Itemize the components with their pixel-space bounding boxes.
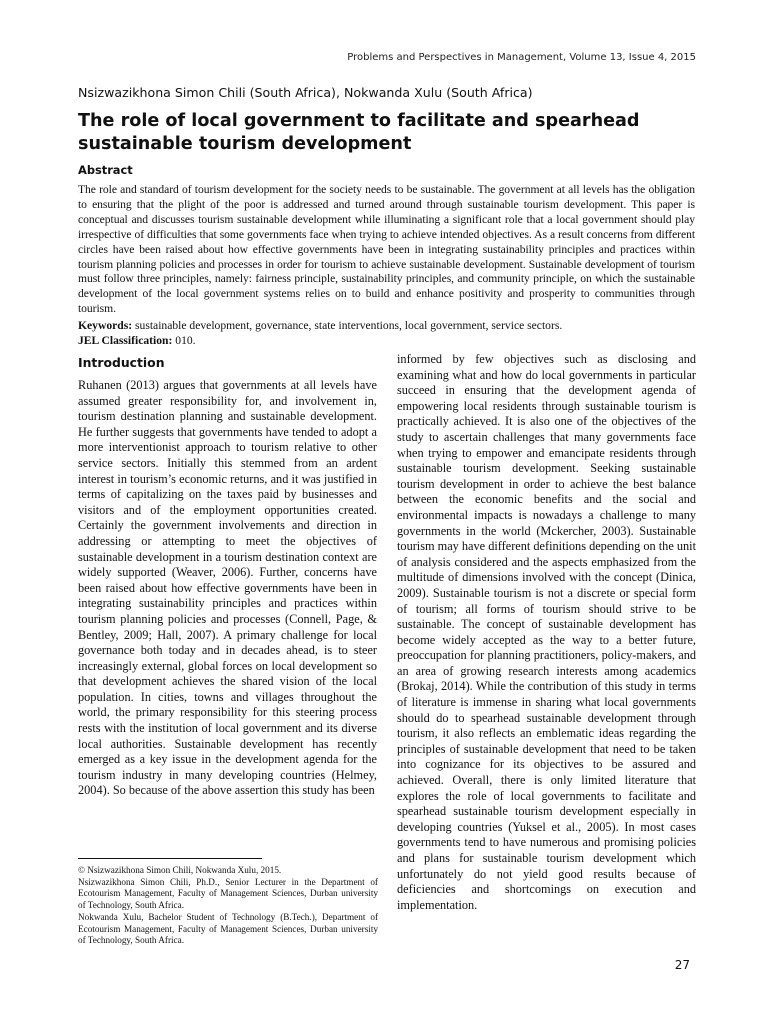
keywords-label: Keywords: — [78, 319, 133, 332]
jel-label: JEL Classification: — [78, 333, 173, 347]
keywords-text: sustainable development, governance, state interventions, local government, service sectors. — [135, 319, 563, 332]
abstract-text: The role and standard of tourism development for the society needs to be sustainable. The government at all levels has the obligation to ensuring that the plight of the poor is addressed and turned around through sustainable tourism development. This paper is conceptual and discusses tourism sustainable development while illuminating a significant role that a local government should play irrespective of difficulties that some governments face when trying to achieve intended objectives. As a result concerns from different circles have been raised about how effective governments have been in integrating sustainability principles and practices within tourism planning policies and processes in order for tourism to achieve sustainable development. Sustainable development of tourism must follow three principles, namely: fairness principle, sustainability principles, and community principle, on which the sustainable development of the local government systems relies on to build and enhance positivity and prosperity to communities through tourism. — [78, 183, 695, 316]
intro-left-column: Ruhanen (2013) argues that governments at all levels have assumed greater responsibility for, and involvement in, tourism destination planning and sustainable development. He further suggests that governments have tended to adopt a more interventionist approach to tourism relative to other service sectors. Initially this stemmed from an ardent interest in tourism’s economic returns, and it was justified in terms of capitalizing on the taxes paid by businesses and visitors and of the employment opportunities created. Certainly the government involvements and direction in addressing or attempting to meet the objectives of sustainable development in a tourism destination context are widely supported (Weaver, 2006). Further, concerns have been raised about how effective governments have been in integrating sustainability principles and practices within tourism planning policies and processes (Connell, Page, & Bentley, 2009; Hall, 2007). A primary challenge for local governance both today and in decades ahead, is to steer increasingly external, global forces on local development so that development achieves the shared vision of the local population. In cities, towns and villages throughout the world, the primary responsibility for this steering process rests with the institution of local government and its diverse local authorities. Sustainable development has recently emerged as a key issue in the development agenda for the tourism industry in many developing countries (Helmey, 2004). So because of the above assertion this study has been — [78, 378, 377, 798]
footnote-author-1: Nsizwazikhona Simon Chili, Ph.D., Senior Lecturer in the Department of Ecotourism Management, Faculty of Management Sciences, Durban university of Technology, South Africa. — [78, 876, 378, 911]
footnote-divider — [78, 858, 262, 859]
running-header: Problems and Perspectives in Management, Volume 13, Issue 4, 2015 — [347, 52, 696, 63]
article-title: The role of local government to facilitate and spearhead sustainable tourism development — [78, 111, 640, 154]
abstract-heading: Abstract — [78, 163, 133, 177]
intro-right-column: informed by few objectives such as disclosing and examining what and how do local governments in particular succeed in ensuring that the development agenda of empowering local residents through sustainable tourism is practically achieved. It is also one of the objectives of the study to ascertain challenges that many governments face when trying to empower and emancipate residents through sustainable tourism development. Seeking sustainable tourism development in order to achieve the best balance between the economic benefits and the social and environmental impacts is nowadays a challenge to many governments in the world (Mckercher, 2003). Sustainable tourism may have different definitions depending on the unit of analysis considered and the aspects emphasized from the multitude of dimensions involved with the concept (Dinica, 2009). Sustainable tourism is not a discrete or special form of tourism; all forms of tourism should strive to be sustainable. The concept of sustainable development has become widely accepted as the way to a better future, preoccupation for planning practitioners, policy-makers, and an area of growing research interests among academics (Brokaj, 2014). While the contribution of this study in terms of literature is immense in sharing what local governments should do to spearhead sustainable development through tourism, it also reflects an emblematic ideas regarding the principles of sustainable development that need to be taken into cognizance for its objectives to be assured and achieved. Overall, there is only limited literature that explores the role of local governments to facilitate and spearhead sustainable tourism development especially in developing countries (Yuksel et al., 2005). In most cases governments tend to have numerous and promising policies and plans for sustainable tourism development which unfortunately do not yield good results because of deficiencies and shortcomings on execution and implementation. — [397, 352, 696, 912]
footnote-copyright: © Nsizwazikhona Simon Chili, Nokwanda Xulu, 2015. — [78, 865, 282, 875]
jel-line — [78, 334, 695, 349]
keywords-block — [78, 319, 695, 349]
keywords-line — [78, 319, 695, 334]
page-number: 27 — [674, 958, 690, 972]
footnote-block — [78, 865, 378, 947]
introduction-heading: Introduction — [78, 355, 165, 370]
jel-text: 010. — [175, 333, 196, 347]
article-authors: Nsizwazikhona Simon Chili (South Africa), Nokwanda Xulu (South Africa) — [78, 85, 533, 100]
footnote-author-2: Nokwanda Xulu, Bachelor Student of Technology (B.Tech.), Department of Ecotourism Management, Faculty of Management Sciences, Durban university of Technology, South Africa. — [78, 911, 378, 946]
